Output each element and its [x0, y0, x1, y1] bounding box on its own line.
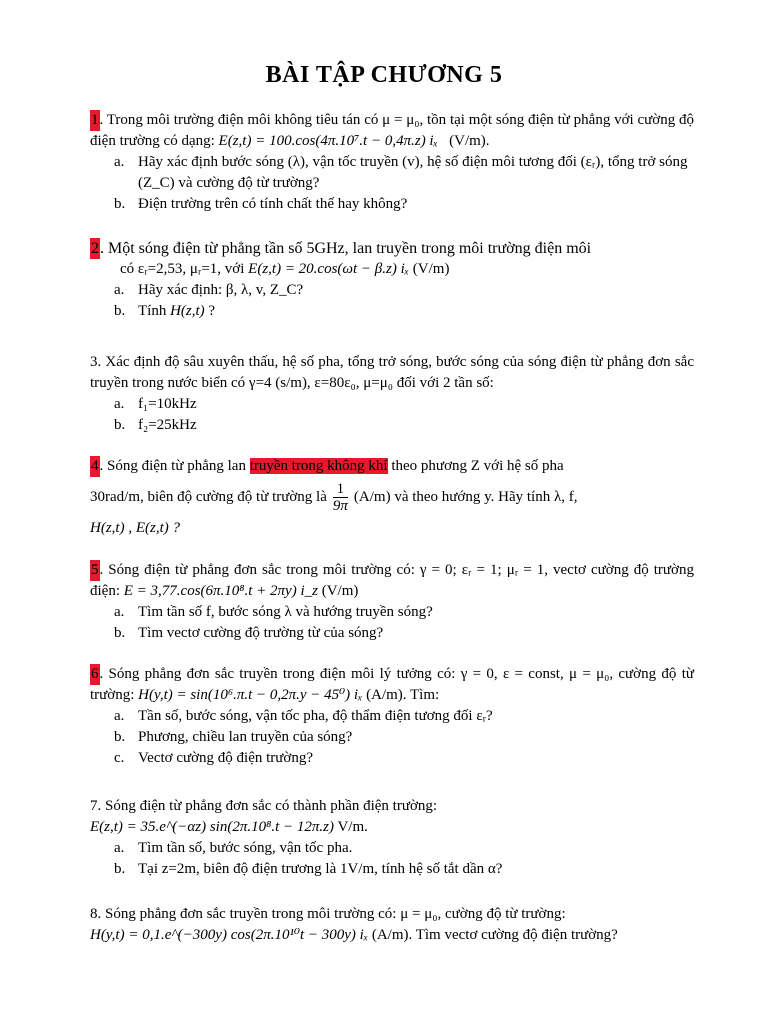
option-b: b. Điện trường trên có tính chất thế hay không?	[114, 196, 408, 212]
question-number-6: 6	[90, 664, 100, 685]
option-a: a. Tìm tần số, bước sóng, vận tốc pha.	[114, 840, 353, 856]
option-list	[90, 602, 694, 644]
option-b: b. Phương, chiều lan truyền của sóng?	[114, 729, 353, 745]
option-a: a. Tần số, bước sóng, vận tốc pha, độ thẩm điện tương đối εᵣ?	[114, 708, 493, 724]
question-1: 1. Trong môi trường điện môi không tiêu tán có μ = μ₀, tồn tại một sóng điện từ phẳng với cường độ điện trường có dạng: E(z,t) = 100.cos(4π.10⁷.t − 0,4π.z) iₓ (V/m). a. Hãy xác định bước sóng (λ), vận tốc truyền (v), hệ số điện môi tương đối (εᵣ), tổng trở sóng (Z_C) và cường độ từ trường? b. Điện trường trên có tính chất thế hay không?	[90, 110, 694, 215]
option-c: c. Vectơ cường độ điện trường?	[114, 750, 314, 766]
formula-e-field: E(z,t) = 35.e^(−αz) sin(2π.10⁸.t − 12π.z)	[90, 819, 334, 835]
question-number-4: 4	[90, 456, 100, 477]
option-list	[90, 394, 694, 436]
question-number-2: 2	[91, 240, 99, 257]
question-8: 8. Sóng phẳng đơn sắc truyền trong môi trường có: μ = μ₀, cường độ từ trường: H(y,t) = 0,1.e^(−300y) cos(2π.10¹⁰t − 300y) iₓ (A/m). Tìm vectơ cường độ điện trường?	[90, 906, 618, 943]
fraction: $\frac{1}{9\pi}$	[332, 481, 348, 514]
question-5: 5. Sóng điện từ phẳng đơn sắc trong môi trường có: γ = 0; εᵣ = 1; μᵣ = 1, vectơ cường độ trường điện: E = 3,77.cos(6π.10⁸.t + 2πy) i_z (V/m) a. Tìm tần số f, bước sóng λ và hướng truyền sóng? b. Tìm vectơ cường độ trường từ của sóng?	[90, 560, 694, 644]
question-4: 4. Sóng điện từ phẳng lan truyền trong không khí theo phương Z với hệ số pha 30rad/m, biên độ cường độ từ trường là $\frac{1}{9\pi}$ (A/m) và theo hướng y. Hãy tính λ, f, H(z,t) , E(z,t) ?	[90, 456, 694, 539]
option-b: b. Tìm vectơ cường độ trường từ của sóng?	[114, 625, 384, 641]
option-a: a. f₁=10kHz	[114, 396, 197, 412]
option-b: b. f₂=25kHz	[114, 417, 197, 433]
formula-fields: H(z,t) , E(z,t) ?	[90, 520, 180, 536]
option-a: a. Hãy xác định bước sóng (λ), vận tốc truyền (v), hệ số điện môi tương đối (εᵣ), tổng trở sóng (Z_C) và cường độ từ trường?	[114, 154, 688, 191]
page-title: BÀI TẬP CHƯƠNG 5	[265, 62, 503, 88]
option-list	[90, 838, 694, 880]
option-a: a. Tìm tần số f, bước sóng λ và hướng truyền sóng?	[114, 604, 433, 620]
option-list	[90, 280, 694, 322]
option-list	[90, 706, 694, 769]
question-6: 6. Sóng phẳng đơn sắc truyền trong điện môi lý tưởng có: γ = 0, ε = const, μ = μ₀, cường độ từ trường: H(y,t) = sin(10⁶.π.t − 0,2π.y − 45⁰) iₓ (A/m). Tìm: a. Tần số, bước sóng, vận tốc pha, độ thẩm điện tương đối εᵣ? b. Phương, chiều lan truyền của sóng? c. Vectơ cường độ điện trường?	[90, 664, 694, 769]
question-3: 3. Xác định độ sâu xuyên thấu, hệ số pha, tổng trở sóng, bước sóng của sóng điện từ phẳng đơn sắc truyền trong nước biển có γ=4 (s/m), ε=80ε₀, μ=μ₀ đối với 2 tần số: a. f₁=10kHz b. f₂=25kHz	[90, 352, 694, 436]
option-b: b. Tính H(z,t) ?	[114, 303, 216, 319]
question-7: 7. Sóng điện từ phẳng đơn sắc có thành phần điện trường: E(z,t) = 35.e^(−αz) sin(2π.10⁸.t − 12π.z) V/m. a. Tìm tần số, bước sóng, vận tốc pha. b. Tại z=2m, biên độ điện trương là 1V/m, tính hệ số tắt dần α?	[90, 796, 694, 880]
option-a: a. Hãy xác định: β, λ, v, Z_C?	[114, 282, 304, 298]
formula-h-field: H(y,t) = 0,1.e^(−300y) cos(2π.10¹⁰t − 300y) iₓ	[90, 927, 369, 943]
question-2: 2. Một sóng điện từ phẳng tần số 5GHz, lan truyền trong môi trường điện môi có εᵣ=2,53, μᵣ=1, với E(z,t) = 20.cos(ωt − β.z) iₓ (V/m) a. Hãy xác định: β, λ, v, Z_C? b. Tính H(z,t) ?	[90, 238, 694, 322]
question-number-5: 5	[90, 560, 100, 581]
highlighted-text: truyền trong không khí	[249, 458, 388, 474]
option-b: b. Tại z=2m, biên độ điện trương là 1V/m, tính hệ số tắt dần α?	[114, 861, 503, 877]
formula-e-field: E = 3,77.cos(6π.10⁸.t + 2πy) i_z	[123, 583, 318, 599]
formula-h-field: H(z,t)	[170, 303, 205, 319]
question-number-1: 1	[90, 110, 100, 131]
option-list	[90, 152, 694, 215]
formula-h-field: H(y,t) = sin(10⁶.π.t − 0,2π.y − 45⁰) iₓ	[138, 687, 363, 703]
formula-e-field: E(z,t) = 100.cos(4π.10⁷.t − 0,4π.z) iₓ	[218, 133, 438, 149]
formula-e-field: E(z,t) = 20.cos(ωt − β.z) iₓ	[248, 261, 410, 277]
